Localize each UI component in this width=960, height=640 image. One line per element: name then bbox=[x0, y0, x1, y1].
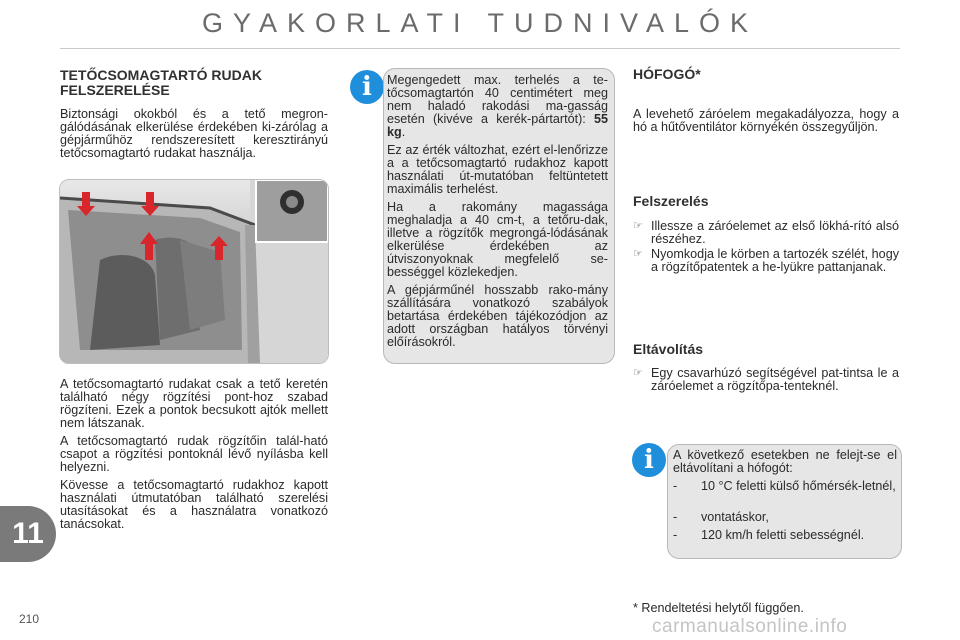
instruction-paragraph: Kövesse a tetőcsomagtartó rudakhoz kapott használati útmutatóban található szerelési utasításokat és a használatra vonatkozó tanácsokat. bbox=[60, 478, 328, 531]
instruction-paragraph: A tetőcsomagtartó rudakat csak a tető keretén található négy rögzítési pont-hoz szabad rögzíteni. Ezek a pontok becsukott ajtók mellett nem látszanak. bbox=[60, 377, 328, 430]
info-icon: i bbox=[350, 70, 384, 104]
install-step-text: Nyomkodja le körben a tartozék szélét, hogy a rögzítőpatentek a he-lyükre pattanjanak. bbox=[651, 247, 899, 274]
instruction-paragraph: A tetőcsomagtartó rudak rögzítőin talál-ható csapot a rögzítési pontoknál lévő nyílásba kell helyezni. bbox=[60, 434, 328, 474]
snow-guard-info-lead: A következő esetekben ne felejt-se el eltávolítani a hófogót: bbox=[673, 448, 897, 475]
page-title: GYAKORLATI TUDNIVALÓK bbox=[201, 8, 759, 38]
max-load-text: Megengedett max. terhelés a te-tőcsomagtartón 40 centimétert meg nem haladó rakodási ma-gasság esetén (kivéve a kerék-pártartót): bbox=[387, 73, 608, 126]
list-item: - 10 °C feletti külső hőmérsék-letnél, bbox=[673, 479, 896, 493]
pointing-hand-icon: ☞ bbox=[633, 367, 643, 379]
info-paragraph: Megengedett max. terhelés a te-tőcsomagtartón 40 centimétert meg nem haladó rakodási ma-gasság esetén (kivéve a kerék-pártartót): 55 kg. bbox=[387, 73, 608, 139]
max-load-value: 55 kg bbox=[387, 112, 608, 139]
pointing-hand-icon: ☞ bbox=[633, 248, 643, 260]
roof-load-info-text bbox=[387, 74, 608, 354]
snow-guard-heading: HÓFOGÓ* bbox=[633, 66, 701, 82]
remove-heading: Eltávolítás bbox=[633, 341, 704, 357]
roof-bars-heading: TETŐCSOMAGTARTÓ RUDAK FELSZERELÉSE bbox=[60, 67, 262, 98]
info-paragraph: Ez az érték változhat, ezért el-lenőrizze a a tetőcsomagtartó rudakhoz kapott használati út-mutatóban feltüntetett maximális terhelést. bbox=[387, 143, 608, 196]
info-icon: i bbox=[632, 443, 666, 477]
install-step bbox=[633, 220, 899, 248]
header-divider bbox=[60, 48, 900, 49]
roof-bars-intro: Biztonsági okokból és a tető megron-gálódásának elkerülése érdekében ki-zárólag a gépjárműhöz rendszeresített keresztirányú tetőcsomagtartó rudakat használja. bbox=[60, 107, 328, 160]
chapter-tab: 11 bbox=[0, 506, 56, 562]
car-interior-illustration bbox=[60, 180, 328, 363]
list-item-text: vontatáskor, bbox=[701, 510, 769, 524]
remove-step-text: Egy csavarhúzó segítségével pat-tintsa le a záróelemet a rögzítőpa-tenteknél. bbox=[651, 366, 899, 393]
install-heading: Felszerelés bbox=[633, 193, 709, 209]
list-item-text: 120 km/h feletti sebességnél. bbox=[701, 528, 865, 542]
list-item-text: 10 °C feletti külső hőmérsék-letnél, bbox=[701, 479, 896, 493]
list-item: - vontatáskor, bbox=[673, 510, 769, 524]
install-step-text: Illessze a záróelemet az első lökhá-rító alsó részéhez. bbox=[651, 219, 899, 246]
page-number: 210 bbox=[19, 612, 40, 626]
roof-load-info-box bbox=[383, 68, 615, 364]
info-paragraph: Ha a rakomány magassága meghaladja a 40 cm-t, a tetőru-dak, illetve a rögzítők megrongá-lódásának elkerülése érdekében az útviszonyoknak megfelelő se-bességgel közlekedjen. bbox=[387, 200, 608, 279]
info-paragraph: A gépjárműnél hosszabb rako-mány szállítására vonatkozó szabályok betartása érdekében tájékozódjon az adott országban hatályos törvényi előírásokról. bbox=[387, 283, 608, 349]
watermark: carmanualsonline.info bbox=[652, 616, 848, 637]
remove-step bbox=[633, 367, 899, 409]
roof-bars-instructions bbox=[60, 378, 328, 536]
install-step bbox=[633, 248, 899, 290]
list-item: - 120 km/h feletti sebességnél. bbox=[673, 528, 865, 542]
snow-guard-intro: A levehető záróelem megakadályozza, hogy a hó a hűtőventilátor környékén összegyűljön. bbox=[633, 107, 899, 134]
roof-bars-mounting-photo bbox=[59, 179, 329, 364]
pointing-hand-icon: ☞ bbox=[633, 220, 643, 232]
footnote: * Rendeltetési helytől függően. bbox=[633, 601, 804, 615]
snow-guard-info-box bbox=[667, 444, 902, 559]
